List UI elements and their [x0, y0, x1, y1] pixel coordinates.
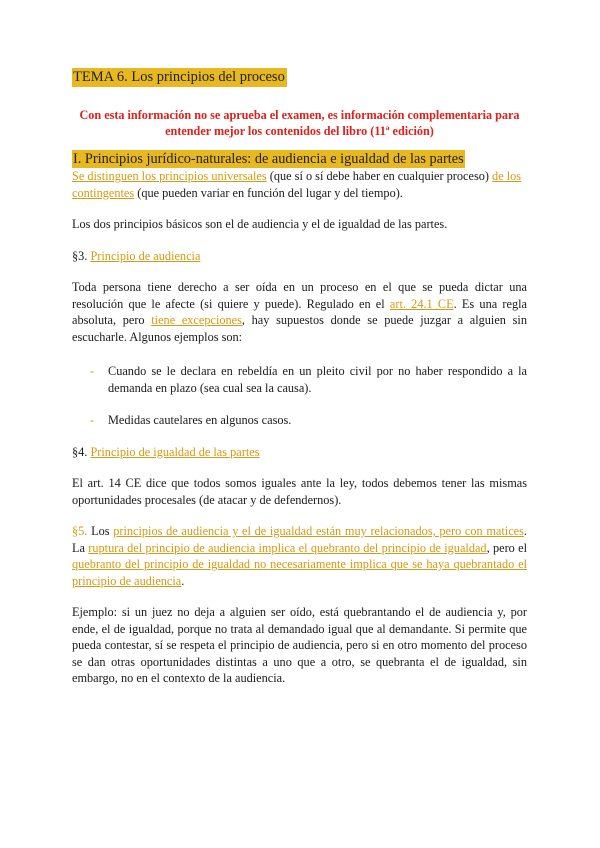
doc-title: TEMA 6. Los principios del proceso: [73, 69, 285, 85]
section-3-heading: [72, 248, 527, 265]
s5-text-1: Los: [87, 524, 114, 538]
intro-text-1: (que sí o sí debe haber en cualquier proceso): [266, 169, 493, 183]
document-page: [72, 68, 527, 687]
list-item: [72, 363, 527, 396]
s5-text-3: , pero el: [486, 540, 527, 555]
intro-text-2: (que pueden variar en función del lugar y del tiempo).: [134, 185, 403, 200]
list-item-text: Medidas cautelares en algunos casos.: [108, 413, 292, 427]
s5-text-4: .: [181, 573, 185, 588]
section-5-number: §5.: [72, 524, 88, 538]
link-ruptura-audiencia[interactable]: ruptura del principio de audiencia implica el quebranto del principio de igualdad: [88, 540, 487, 555]
link-contingentes[interactable]: de los contingentes: [72, 169, 522, 200]
examples-list: [72, 363, 527, 429]
audiencia-text-2: . Es una regla absoluta, pero: [72, 296, 527, 327]
bullet-dash-icon: -: [90, 413, 95, 427]
section-4-number: §4.: [72, 444, 88, 459]
audiencia-paragraph: [72, 279, 527, 345]
audiencia-text-3: , hay supuestos donde se puede juzgar a alguien sin escucharle. Algunos ejemplos son:: [72, 313, 527, 344]
link-principios-universales[interactable]: Se distinguen los principios universales: [72, 169, 267, 183]
link-principio-audiencia[interactable]: Principio de audiencia: [90, 248, 201, 263]
bullet-dash-icon: -: [90, 364, 95, 378]
link-principio-igualdad[interactable]: Principio de igualdad de las partes: [90, 444, 260, 459]
basics-paragraph: Los dos principios básicos son el de audiencia y el de igualdad de las partes.: [72, 217, 448, 231]
link-quebranto-igualdad[interactable]: quebranto del principio de igualdad no necesariamente implica que se haya quebrantado el principio de audiencia: [72, 557, 527, 588]
section-4-heading: [72, 444, 527, 461]
section-5-paragraph: [72, 523, 527, 589]
audiencia-text-1: Toda persona tiene derecho a ser oída en un proceso en el que se pueda dictar una resolución que le afecte (si quiere y puede). Regulado en el: [72, 280, 527, 311]
list-item: [72, 412, 527, 429]
notice-text: Con esta información no se aprueba el examen, es información complementaria para entender mejor los contenidos del libro (11ª edición): [79, 108, 520, 138]
link-art-24-1-ce[interactable]: art. 24.1 CE: [389, 296, 454, 311]
igualdad-paragraph: El art. 14 CE dice que todos somos iguales ante la ley, todos debemos tener las mismas oportunidades procesales (de atacar y de defendernos).: [72, 476, 527, 507]
section-1-title: I. Principios jurídico-naturales: de audiencia e igualdad de las partes: [73, 151, 464, 167]
section-3-number: §3.: [72, 248, 88, 263]
list-item-text: Cuando se le declara en rebeldía en un pleito civil por no haber respondido a la demanda en plazo (sea cual sea la causa).: [108, 364, 527, 395]
link-relacionados-matices[interactable]: principios de audiencia y el de igualdad están muy relacionados, pero con matices: [113, 524, 524, 538]
intro-paragraph: [72, 168, 527, 201]
link-tiene-excepciones[interactable]: tiene excepciones: [151, 313, 242, 327]
ejemplo-paragraph: Ejemplo: si un juez no deja a alguien ser oído, está quebrantando el de audiencia y, por ende, el de igualdad, porque no trata al demandado igual que al demandante. Si permite que pueda contestar, sí se respeta el principio de audiencia, pero si en otro momento del proceso se dan otras oportunidades distintas a uno que a otro, se quebranta el de igualdad, sin embargo, no en el contexto de la audiencia.: [72, 605, 527, 685]
s5-text-2: . La: [72, 524, 527, 555]
